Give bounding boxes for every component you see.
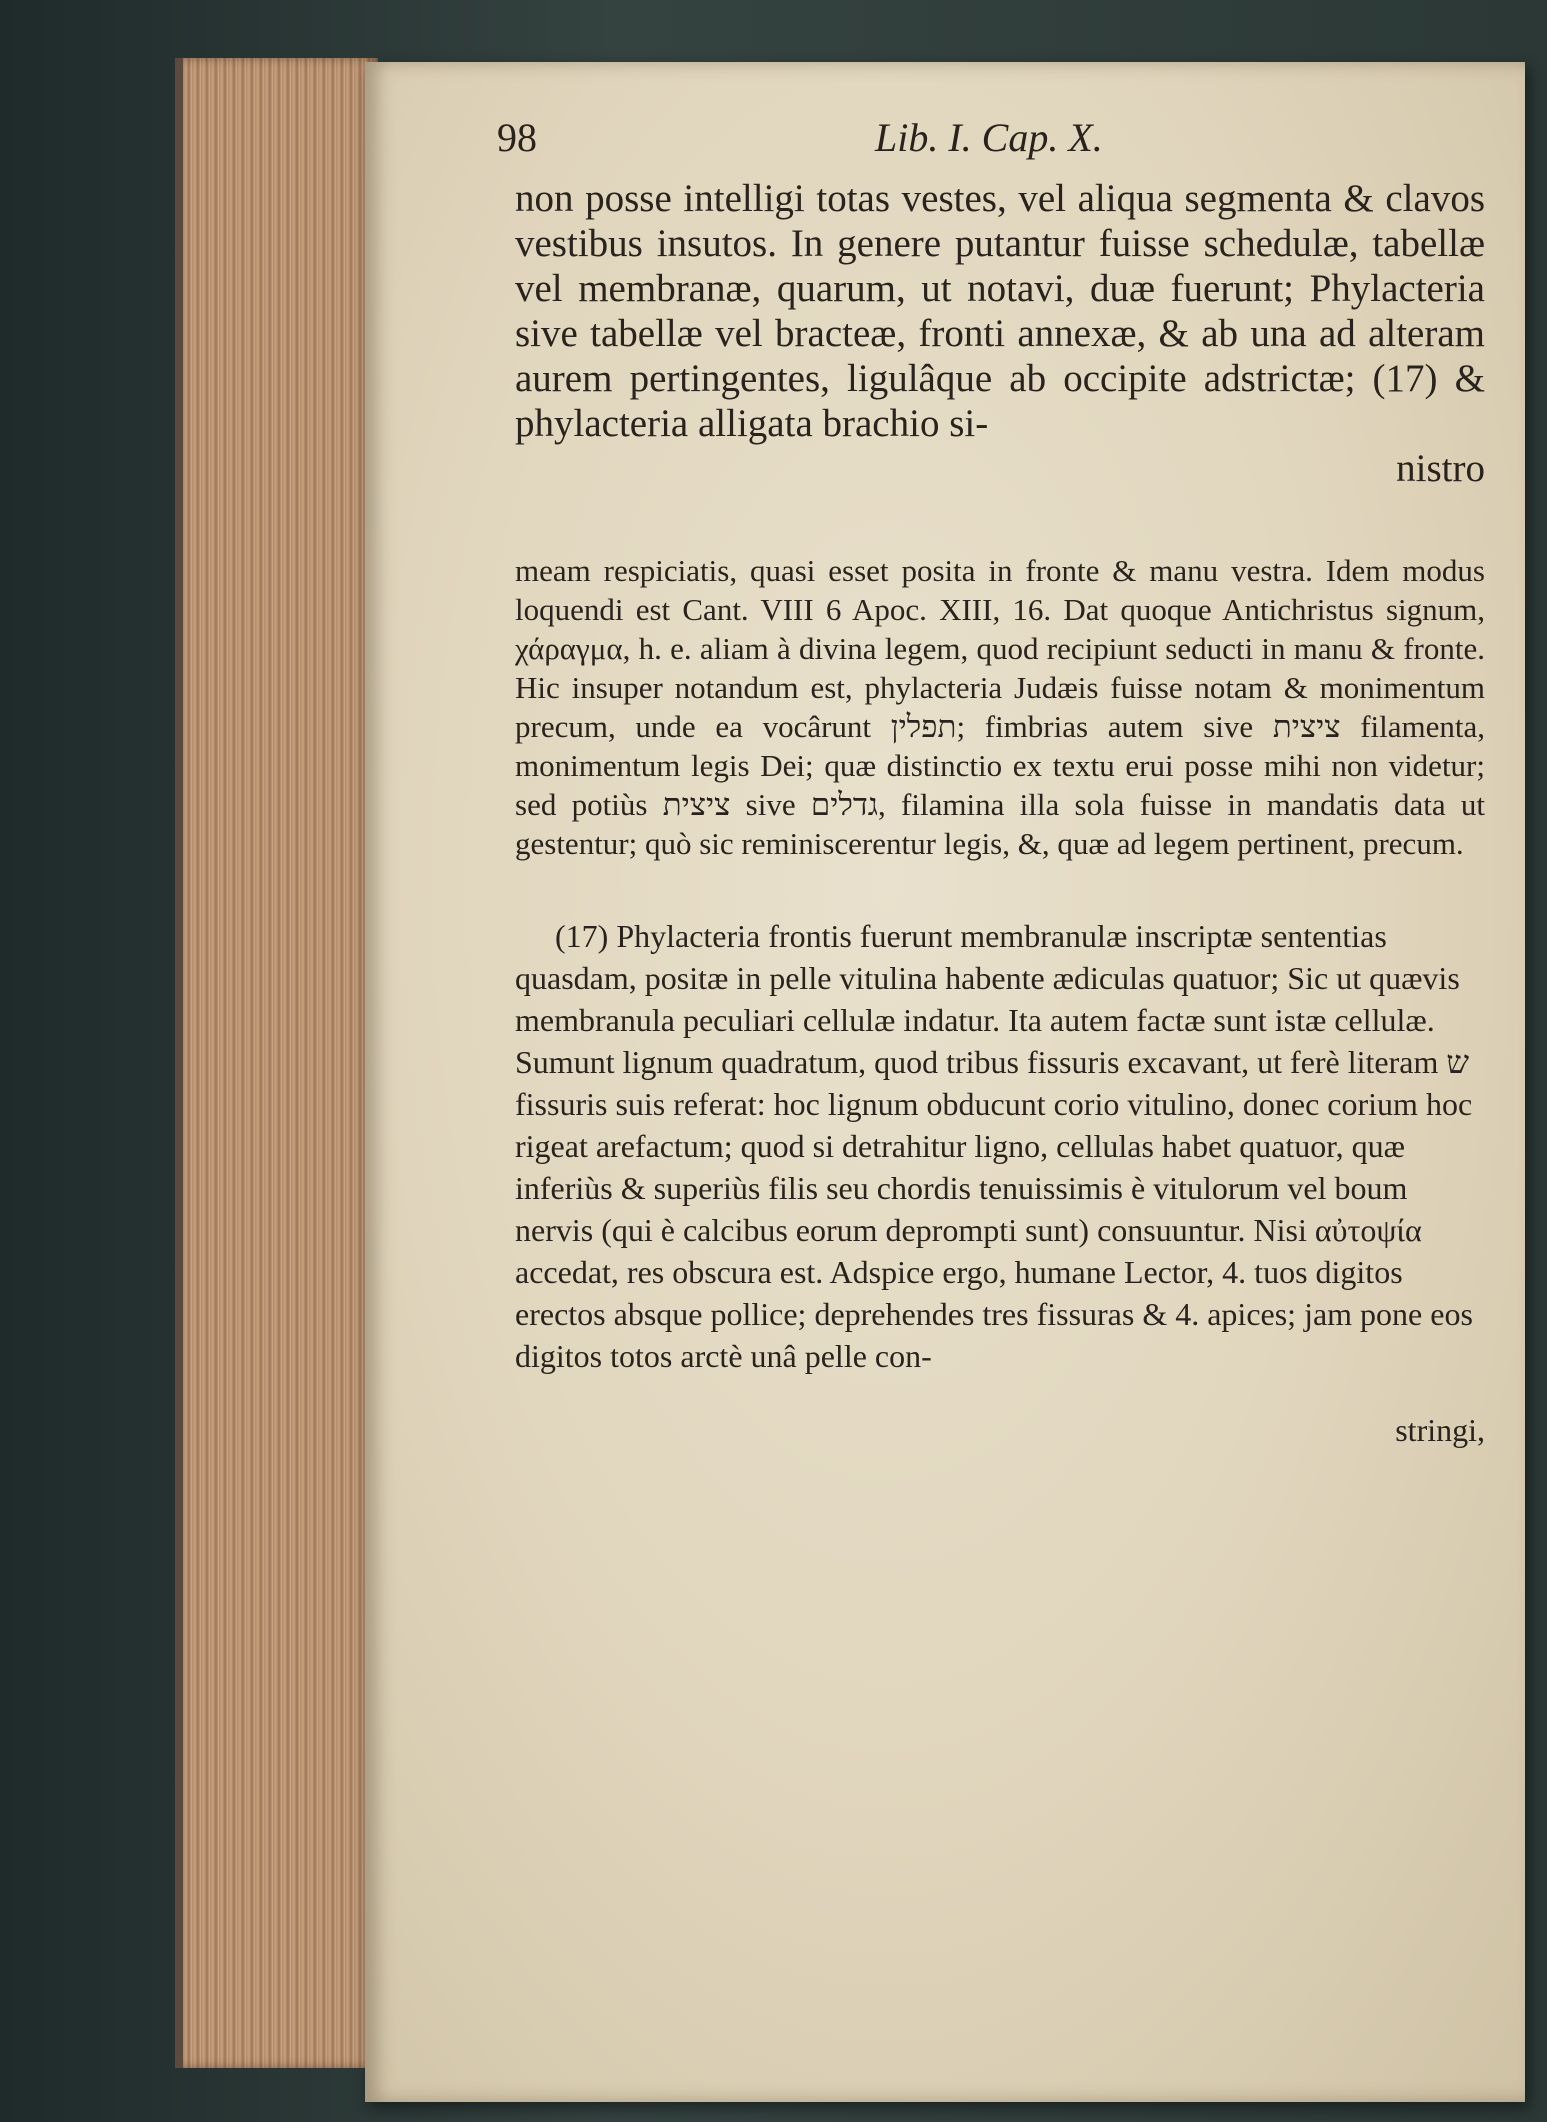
main-paragraph: non posse intelligi totas vestes, vel aliqua segmenta & clavos vestibus insutos. In genere putantur fuisse schedulæ, tabellæ vel membranæ, quarum, ut notavi, duæ fuerunt; Phylacteria sive tabellæ vel bracteæ, fronti annexæ, & ab una ad alteram aurem pertingentes, ligulâque ab occipite adstrictæ; (17) & phylacteria alligata brachio si-: [515, 177, 1485, 445]
page-header: [497, 114, 1485, 176]
footnote-catchword: stringi,: [1395, 1412, 1485, 1448]
book-page: [365, 62, 1525, 2102]
main-catchword: nistro: [1396, 447, 1485, 490]
footnote-17-block: [515, 915, 1485, 1451]
page-content: [497, 114, 1486, 1451]
footnote-16-paragraph: meam respiciatis, quasi esset posita in fronte & manu vestra. Idem modus loquendi est Cant. VIII 6 Apoc. XIII, 16. Dat quoque Antichristus signum, χάραγμα, h. e. aliam à divina legem, quod recipiunt seducti in manu & fronte. Hic insuper notandum est, phylacteria Judæis fuisse notam & monimentum precum, unde ea vocârunt תפלין; fimbrias autem sive ציצית filamenta, monimentum legis Dei; quæ distinctio ex textu erui posse mihi non videtur; sed potiùs ציצית sive גדלים, filamina illa sola fuisse in mandatis data ut gestentur; quò sic reminiscerentur legis, &, quæ ad legem pertinent, precum.: [515, 553, 1486, 861]
footnote-16-block: [515, 551, 1485, 863]
book-page-edges: [175, 58, 378, 2068]
running-head: Lib. I. Cap. X.: [875, 115, 1103, 160]
main-text-block: [515, 176, 1485, 491]
footnote-17-paragraph: (17) Phylacteria frontis fuerunt membranulæ inscriptæ sententias quasdam, positæ in pelle vitulina habente ædiculas quatuor; Sic ut quævis membranula peculiari cellulæ indatur. Ita autem factæ sunt istæ cellulæ. Sumunt lignum quadratum, quod tribus fissuris excavant, ut ferè literam ש fissuris suis referat: hoc lignum obducunt corio vitulino, donec corium hoc rigeat arefactum; quod si detrahitur ligno, cellulas habet quatuor, quæ inferiùs & superiùs filis seu chordis tenuissimis è vitulorum vel boum nervis (qui è calcibus eorum deprompti sunt) consuuntur. Nisi αὐτοψία accedat, res obscura est. Adspice ergo, humane Lector, 4. tuos digitos erectos absque pollice; deprehendes tres fissuras & 4. apices; jam pone eos digitos totos arctè unâ pelle con-: [515, 918, 1473, 1374]
page-number: 98: [497, 115, 537, 160]
